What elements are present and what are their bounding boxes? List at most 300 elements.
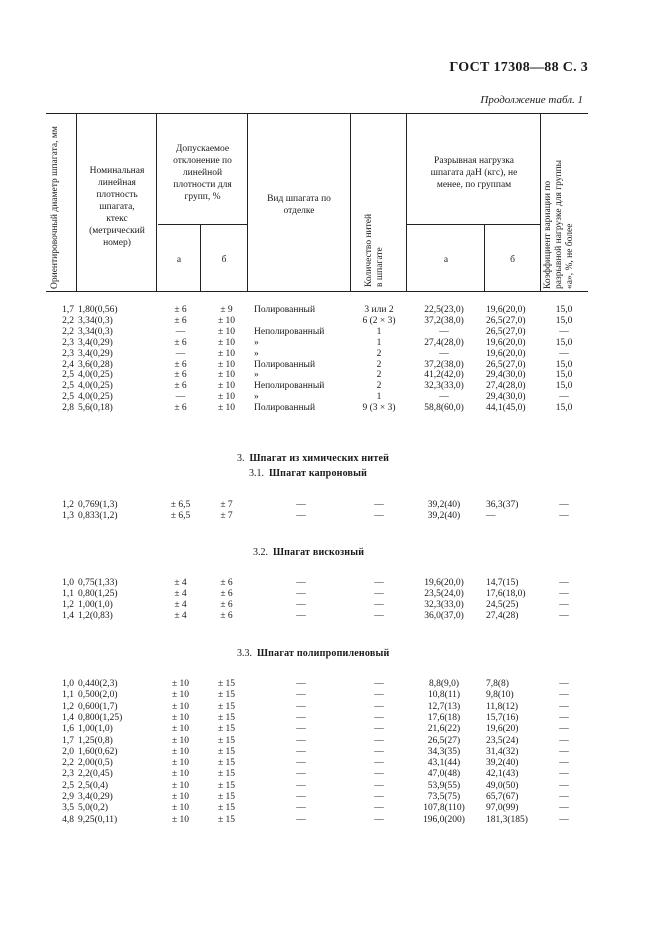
- cell-coef: 15,0: [555, 381, 573, 392]
- table-row: [46, 724, 588, 736]
- cell-deviation-a: ± 6,5: [170, 510, 191, 521]
- cell-count: —: [374, 769, 384, 780]
- cell-load-b: 9,8(10): [486, 690, 514, 701]
- cell-load-a: 53,9(55): [427, 780, 461, 791]
- cell-coef: 15,0: [555, 403, 573, 414]
- cell-deviation-b: ± 15: [217, 780, 236, 791]
- cell-count: 1: [376, 326, 382, 337]
- cell-deviation-a: ± 6,5: [170, 500, 191, 510]
- col-header-group-a: а: [176, 255, 182, 265]
- cell-load-b: 19,6(20,0): [486, 337, 526, 348]
- cell-deviation-a: ± 10: [171, 814, 190, 825]
- cell-count: 2: [376, 381, 382, 392]
- cell-coef: —: [559, 599, 569, 610]
- cell-load-b: 24,5(25): [486, 599, 519, 610]
- cell-diameter: 1,6: [62, 724, 74, 735]
- cell-load-b: 26,5(27,0): [486, 359, 526, 370]
- col-header-linear-density: Номинальная линейная плотность шпагата, ктекс (метрический номер): [89, 166, 145, 248]
- cell-deviation-a: —: [175, 326, 186, 337]
- cell-linear-density: 1,60(0,62): [78, 746, 118, 757]
- cell-type: Неполированный: [254, 326, 325, 337]
- cell-load-a: —: [439, 392, 449, 403]
- cell-coef: —: [559, 679, 569, 689]
- cell-count: 6 (2 × 3): [362, 315, 396, 326]
- cell-deviation-a: ± 6: [174, 305, 187, 315]
- cell-coef: —: [559, 500, 569, 510]
- cell-type: —: [296, 679, 306, 689]
- cell-load-a: 23,5(24,0): [424, 588, 464, 599]
- cell-diameter: 1,7: [62, 735, 74, 746]
- table-row: [46, 679, 588, 691]
- cell-diameter: 1,1: [62, 690, 74, 701]
- cell-load-b: 23,5(24): [486, 735, 519, 746]
- cell-load-b: 49,0(50): [486, 780, 519, 791]
- cell-coef: —: [559, 814, 569, 825]
- cell-deviation-a: —: [175, 348, 186, 359]
- cell-load-a: 12,7(13): [427, 701, 461, 712]
- table-row: [46, 815, 588, 827]
- cell-type: —: [296, 500, 306, 510]
- cell-load-b: 15,7(16): [486, 712, 519, 723]
- cell-load-a: 19,6(20,0): [424, 578, 464, 588]
- cell-deviation-a: ± 6: [174, 315, 187, 326]
- cell-diameter: 1,0: [62, 679, 74, 689]
- cell-type: —: [296, 792, 306, 802]
- cell-count: 1: [376, 392, 382, 403]
- cell-coef: 15,0: [555, 315, 573, 326]
- cell-coef: —: [559, 610, 569, 621]
- cell-count: —: [374, 724, 384, 735]
- cell-coef: —: [559, 510, 569, 521]
- cell-linear-density: 4,0(0,25): [78, 392, 113, 403]
- cell-diameter: 1,2: [62, 701, 74, 712]
- cell-type: Полированный: [254, 305, 316, 315]
- load-subrule: [406, 224, 540, 225]
- cell-deviation-a: ± 6: [174, 337, 187, 348]
- col-divider: [156, 113, 157, 291]
- section-3-1-heading: 3.1. Шпагат капроновый: [249, 468, 368, 479]
- cell-count: 2: [376, 359, 382, 370]
- cell-type: »: [254, 370, 259, 381]
- cell-linear-density: 0,80(1,25): [78, 588, 118, 599]
- cell-type: —: [296, 746, 306, 757]
- cell-linear-density: 9,25(0,11): [78, 814, 118, 825]
- table-continuation-label: Продолжение табл. 1: [480, 94, 583, 106]
- cell-load-b: 14,7(15): [486, 578, 519, 588]
- cell-coef: —: [559, 758, 569, 769]
- cell-type: —: [296, 588, 306, 599]
- cell-diameter: 2,5: [62, 392, 74, 403]
- cell-load-a: 21,6(22): [427, 724, 461, 735]
- cell-linear-density: 0,75(1,33): [78, 578, 118, 588]
- cell-type: —: [296, 510, 306, 521]
- cell-deviation-a: ± 4: [174, 578, 187, 588]
- cell-deviation-a: ± 10: [171, 735, 190, 746]
- cell-load-b: 27,4(28,0): [486, 381, 526, 392]
- cell-linear-density: 3,4(0,29): [78, 337, 113, 348]
- table-row: [46, 589, 588, 601]
- cell-deviation-b: ± 10: [217, 337, 236, 348]
- section-3-heading: 3. Шпагат из химических нитей: [237, 453, 390, 464]
- cell-diameter: 2,4: [62, 359, 74, 370]
- cell-deviation-a: ± 10: [171, 758, 190, 769]
- cell-diameter: 2,3: [62, 769, 74, 780]
- cell-count: 1: [376, 337, 382, 348]
- cell-coef: —: [559, 690, 569, 701]
- cell-type: —: [296, 769, 306, 780]
- col-header-load-b: б: [510, 255, 515, 265]
- cell-deviation-a: ± 10: [171, 780, 190, 791]
- cell-linear-density: 0,800(1,25): [78, 712, 123, 723]
- table-row: [46, 500, 588, 512]
- col-divider: [406, 113, 407, 291]
- cell-type: —: [296, 690, 306, 701]
- table-row: [46, 316, 588, 328]
- cell-count: —: [374, 510, 384, 521]
- table-row: [46, 600, 588, 612]
- cell-count: —: [374, 578, 384, 588]
- cell-diameter: 3,5: [62, 803, 74, 814]
- cell-deviation-a: ± 10: [171, 724, 190, 735]
- cell-type: —: [296, 599, 306, 610]
- cell-load-a: 27,4(28,0): [424, 337, 464, 348]
- cell-coef: —: [559, 746, 569, 757]
- cell-load-a: 34,3(35): [427, 746, 461, 757]
- table-row: [46, 769, 588, 781]
- cell-deviation-b: ± 10: [217, 359, 236, 370]
- table-top-rule: [46, 113, 588, 114]
- cell-linear-density: 3,6(0,28): [78, 359, 113, 370]
- cell-load-b: 29,4(30,0): [486, 392, 526, 403]
- cell-load-a: 32,3(33,0): [424, 381, 464, 392]
- cell-load-a: 39,2(40): [427, 510, 461, 521]
- cell-load-b: 36,3(37): [486, 500, 519, 510]
- cell-count: —: [374, 610, 384, 621]
- cell-count: —: [374, 712, 384, 723]
- cell-coef: —: [559, 588, 569, 599]
- cell-deviation-a: ± 6: [174, 403, 187, 414]
- table-row: [46, 781, 588, 793]
- cell-count: 9 (3 × 3): [362, 403, 396, 414]
- table-row: [46, 392, 588, 404]
- cell-load-b: 42,1(43): [486, 769, 519, 780]
- cell-deviation-a: ± 4: [174, 610, 187, 621]
- cell-load-a: 73,5(75): [427, 792, 461, 802]
- cell-count: —: [374, 792, 384, 802]
- cell-deviation-a: ± 10: [171, 803, 190, 814]
- cell-load-b: 181,3(185): [486, 814, 528, 825]
- col-divider: [540, 113, 541, 291]
- cell-linear-density: 1,25(0,8): [78, 735, 113, 746]
- cell-deviation-b: ± 15: [217, 724, 236, 735]
- table-row: [46, 736, 588, 748]
- cell-load-b: 27,4(28): [486, 610, 519, 621]
- col-header-type: Вид шпагата по отделке: [267, 194, 331, 216]
- cell-count: —: [374, 780, 384, 791]
- col-header-diameter: Ориентировочный диаметр шпагата, мм: [50, 126, 60, 289]
- cell-load-b: 19,6(20): [486, 724, 519, 735]
- table-row: [46, 578, 588, 590]
- cell-linear-density: 5,6(0,18): [78, 403, 113, 414]
- col-header-load-a: а: [443, 255, 449, 265]
- cell-coef: 15,0: [555, 337, 573, 348]
- table-row: [46, 338, 588, 350]
- cell-linear-density: 0,600(1,7): [78, 701, 118, 712]
- table-row: [46, 758, 588, 770]
- cell-load-a: 196,0(200): [423, 814, 465, 825]
- cell-linear-density: 0,833(1,2): [78, 510, 118, 521]
- cell-diameter: 1,4: [62, 610, 74, 621]
- cell-type: —: [296, 701, 306, 712]
- cell-type: —: [296, 610, 306, 621]
- cell-linear-density: 2,00(0,5): [78, 758, 113, 769]
- cell-type: —: [296, 712, 306, 723]
- cell-linear-density: 1,00(1,0): [78, 724, 113, 735]
- cell-count: —: [374, 599, 384, 610]
- table-row: [46, 690, 588, 702]
- cell-diameter: 2,5: [62, 370, 74, 381]
- cell-coef: —: [559, 712, 569, 723]
- table-row: [46, 747, 588, 759]
- specifications-table: [46, 113, 588, 439]
- cell-count: —: [374, 746, 384, 757]
- cell-load-b: 31,4(32): [486, 746, 519, 757]
- cell-deviation-a: ± 6: [174, 370, 187, 381]
- cell-count: 2: [376, 348, 382, 359]
- cell-load-a: 37,2(38,0): [424, 359, 464, 370]
- cell-deviation-b: ± 6: [220, 599, 233, 610]
- cell-coef: —: [559, 348, 569, 359]
- cell-diameter: 2,3: [62, 337, 74, 348]
- cell-deviation-b: ± 7: [220, 510, 233, 521]
- cell-diameter: 2,2: [62, 758, 74, 769]
- cell-deviation-b: ± 15: [217, 690, 236, 701]
- cell-deviation-b: ± 6: [220, 588, 233, 599]
- cell-coef: —: [559, 792, 569, 802]
- deviation-subrule: [158, 224, 247, 225]
- cell-type: —: [296, 578, 306, 588]
- cell-type: »: [254, 348, 259, 359]
- cell-linear-density: 1,2(0,83): [78, 610, 113, 621]
- table-row: [46, 611, 588, 623]
- cell-deviation-b: ± 7: [220, 500, 233, 510]
- cell-diameter: 2,8: [62, 403, 74, 414]
- cell-load-a: 32,3(33,0): [424, 599, 464, 610]
- cell-deviation-a: ± 4: [174, 599, 187, 610]
- cell-load-b: 7,8(8): [486, 679, 509, 689]
- cell-load-a: —: [439, 348, 449, 359]
- cell-count: —: [374, 758, 384, 769]
- cell-type: —: [296, 803, 306, 814]
- table-row: [46, 305, 588, 317]
- cell-deviation-b: ± 10: [217, 392, 236, 403]
- cell-type: Неполированный: [254, 381, 325, 392]
- cell-count: —: [374, 588, 384, 599]
- cell-count: —: [374, 690, 384, 701]
- cell-diameter: 2,2: [62, 315, 74, 326]
- cell-deviation-a: ± 10: [171, 769, 190, 780]
- cell-linear-density: 3,4(0,29): [78, 348, 113, 359]
- cell-type: —: [296, 814, 306, 825]
- cell-deviation-b: ± 15: [217, 712, 236, 723]
- col-header-coef: Коэффициент вариации по разрывной нагрузке для группы «а», %, не более: [543, 159, 575, 289]
- cell-load-b: 26,5(27,0): [486, 326, 526, 337]
- cell-coef: —: [559, 724, 569, 735]
- cell-coef: —: [559, 578, 569, 588]
- table-row: [46, 792, 588, 804]
- table-row: [46, 702, 588, 714]
- cell-load-a: 39,2(40): [427, 500, 461, 510]
- cell-deviation-b: ± 15: [217, 803, 236, 814]
- cell-load-a: 43,1(44): [427, 758, 461, 769]
- cell-load-a: 22,5(23,0): [424, 305, 464, 315]
- cell-load-a: 36,0(37,0): [424, 610, 464, 621]
- cell-deviation-a: ± 6: [174, 381, 187, 392]
- cell-type: —: [296, 735, 306, 746]
- cell-load-a: 47,0(48): [427, 769, 461, 780]
- page-header-title: ГОСТ 17308—88 С. 3: [449, 60, 588, 75]
- cell-deviation-b: ± 10: [217, 370, 236, 381]
- cell-diameter: 2,3: [62, 348, 74, 359]
- cell-deviation-b: ± 15: [217, 758, 236, 769]
- cell-coef: —: [559, 769, 569, 780]
- cell-deviation-b: ± 10: [217, 348, 236, 359]
- col-divider: [76, 113, 77, 291]
- cell-deviation-a: ± 10: [171, 712, 190, 723]
- cell-deviation-a: ± 10: [171, 792, 190, 802]
- cell-diameter: 2,2: [62, 326, 74, 337]
- cell-load-b: 44,1(45,0): [486, 403, 526, 414]
- cell-diameter: 1,2: [62, 500, 74, 510]
- cell-diameter: 1,2: [62, 599, 74, 610]
- cell-load-b: 17,6(18,0): [486, 588, 526, 599]
- cell-deviation-b: ± 10: [217, 326, 236, 337]
- cell-linear-density: 3,34(0,3): [78, 326, 113, 337]
- cell-load-a: 10,8(11): [427, 690, 461, 701]
- cell-diameter: 1,3: [62, 510, 74, 521]
- cell-deviation-b: ± 15: [217, 814, 236, 825]
- cell-count: —: [374, 814, 384, 825]
- table-header-rule: [46, 291, 588, 292]
- cell-load-b: 65,7(67): [486, 792, 519, 802]
- cell-diameter: 1,7: [62, 305, 74, 315]
- cell-linear-density: 3,4(0,29): [78, 792, 113, 802]
- cell-load-a: 26,5(27): [427, 735, 461, 746]
- cell-load-a: 8,8(9,0): [428, 679, 460, 689]
- table-row: [46, 327, 588, 339]
- cell-coef: 15,0: [555, 305, 573, 315]
- cell-diameter: 1,4: [62, 712, 74, 723]
- cell-deviation-b: ± 9: [220, 305, 233, 315]
- col-header-breaking-load: Разрывная нагрузка шпагата даН (кгс), не менее, по группам: [430, 156, 518, 190]
- col-divider: [350, 113, 351, 291]
- table-row: [46, 349, 588, 361]
- cell-load-b: 11,8(12): [486, 701, 519, 712]
- cell-diameter: 1,0: [62, 578, 74, 588]
- cell-load-b: 26,5(27,0): [486, 315, 526, 326]
- cell-load-b: 29,4(30,0): [486, 370, 526, 381]
- cell-count: —: [374, 679, 384, 689]
- cell-diameter: 2,9: [62, 792, 74, 802]
- cell-linear-density: 3,34(0,3): [78, 315, 113, 326]
- table-row: [46, 511, 588, 523]
- cell-deviation-b: ± 6: [220, 578, 233, 588]
- cell-linear-density: 1,80(0,56): [78, 305, 118, 315]
- cell-type: Полированный: [254, 403, 316, 414]
- cell-deviation-a: ± 10: [171, 690, 190, 701]
- cell-coef: —: [559, 701, 569, 712]
- cell-count: 2: [376, 370, 382, 381]
- cell-deviation-b: ± 15: [217, 792, 236, 802]
- cell-deviation-a: ± 10: [171, 746, 190, 757]
- cell-type: —: [296, 780, 306, 791]
- cell-load-a: 58,8(60,0): [424, 403, 464, 414]
- cell-linear-density: 2,2(0,45): [78, 769, 113, 780]
- cell-deviation-a: ± 10: [171, 679, 190, 689]
- cell-coef: —: [559, 780, 569, 791]
- cell-type: —: [296, 724, 306, 735]
- cell-load-b: 19,6(20,0): [486, 305, 526, 315]
- cell-linear-density: 2,5(0,4): [78, 780, 109, 791]
- cell-linear-density: 1,00(1,0): [78, 599, 113, 610]
- cell-deviation-b: ± 10: [217, 315, 236, 326]
- cell-load-a: 107,8(110): [423, 803, 465, 814]
- cell-deviation-b: ± 15: [217, 679, 236, 689]
- cell-count: —: [374, 500, 384, 510]
- cell-load-b: 97,0(99): [486, 803, 519, 814]
- section-3-3-heading: 3.3. Шпагат полипропиленовый: [237, 648, 390, 659]
- cell-count: 3 или 2: [364, 305, 394, 315]
- cell-load-b: 39,2(40): [486, 758, 519, 769]
- col-header-count: Количество нитей в шпагате: [364, 213, 385, 287]
- cell-linear-density: 5,0(0,2): [78, 803, 109, 814]
- cell-linear-density: 0,500(2,0): [78, 690, 118, 701]
- cell-type: »: [254, 392, 259, 403]
- cell-coef: —: [559, 326, 569, 337]
- cell-linear-density: 4,0(0,25): [78, 370, 113, 381]
- cell-count: —: [374, 803, 384, 814]
- cell-diameter: 4,8: [62, 814, 74, 825]
- cell-linear-density: 0,440(2,3): [78, 679, 118, 689]
- cell-count: —: [374, 735, 384, 746]
- cell-coef: 15,0: [555, 370, 573, 381]
- cell-diameter: 2,5: [62, 381, 74, 392]
- cell-load-a: 41,2(42,0): [424, 370, 464, 381]
- cell-deviation-a: ± 4: [174, 588, 187, 599]
- cell-coef: 15,0: [555, 359, 573, 370]
- cell-deviation-a: —: [175, 392, 186, 403]
- cell-coef: —: [559, 392, 569, 403]
- cell-load-a: 17,6(18): [427, 712, 461, 723]
- cell-linear-density: 4,0(0,25): [78, 381, 113, 392]
- table-row: [46, 713, 588, 725]
- cell-load-a: 37,2(38,0): [424, 315, 464, 326]
- cell-diameter: 2,0: [62, 746, 74, 757]
- cell-deviation-b: ± 15: [217, 735, 236, 746]
- table-row: [46, 803, 588, 815]
- cell-load-a: —: [439, 326, 449, 337]
- cell-deviation-a: ± 10: [171, 701, 190, 712]
- cell-deviation-b: ± 15: [217, 701, 236, 712]
- col-header-deviation: Допускаемое отклонение по линейной плотности для групп, %: [173, 144, 232, 202]
- cell-diameter: 1,1: [62, 588, 74, 599]
- cell-type: »: [254, 337, 259, 348]
- cell-type: Полированный: [254, 359, 316, 370]
- cell-deviation-b: ± 6: [220, 610, 233, 621]
- cell-deviation-b: ± 10: [217, 403, 236, 414]
- cell-coef: —: [559, 803, 569, 814]
- cell-load-b: 19,6(20,0): [486, 348, 526, 359]
